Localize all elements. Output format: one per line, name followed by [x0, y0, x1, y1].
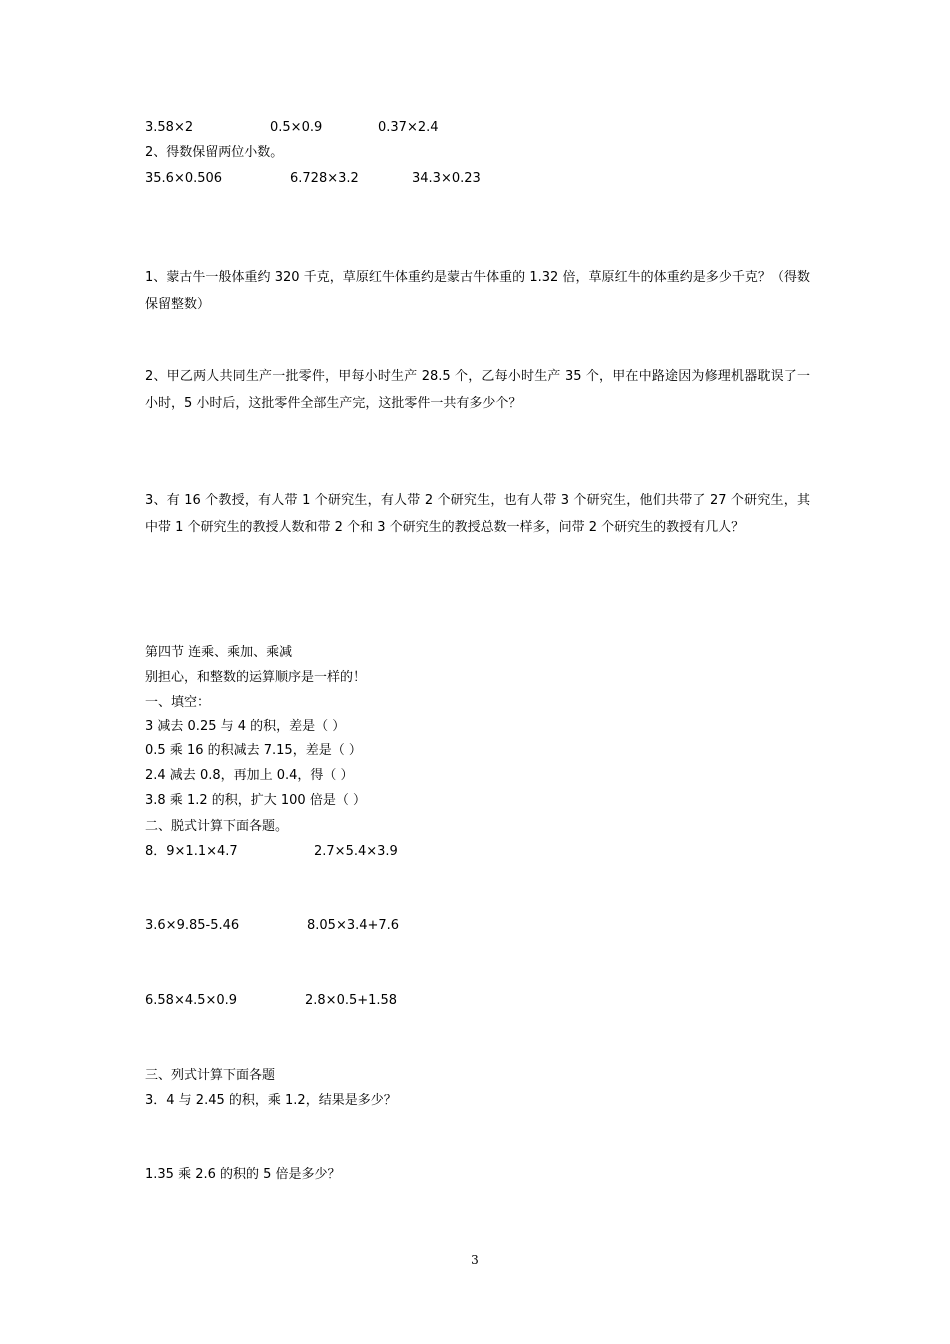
fill-item-3: 2.4 减去 0.8，再加上 0.4，得（ ） [145, 768, 354, 783]
word-item-2: 1.35 乘 2.6 的积的 5 倍是多少？ [145, 1167, 341, 1182]
calc-heading: 二、脱式计算下面各题。 [145, 819, 289, 834]
calc-expression-4: 8.05×3.4+7.6 [307, 918, 400, 933]
page-number: 3 [471, 1253, 479, 1267]
section-note: 别担心，和整数的运算顺序是一样的！ [145, 670, 367, 685]
calc-expression-5: 6.58×4.5×0.9 [145, 993, 238, 1008]
expression-3: 0.37×2.4 [378, 120, 439, 135]
fill-item-2: 0.5 乘 16 的积减去 7.15，差是（ ） [145, 743, 362, 758]
expression-4: 35.6×0.506 [145, 171, 223, 186]
expression-2: 0.5×0.9 [270, 120, 323, 135]
heading-round-two-decimals: 2、得数保留两位小数。 [145, 145, 284, 160]
calc-expression-2: 2.7×5.4×3.9 [314, 844, 398, 859]
expression-6: 34.3×0.23 [412, 171, 481, 186]
word-item-1: 3．4 与 2.45 的积，乘 1.2，结果是多少？ [145, 1093, 397, 1108]
fill-item-1: 3 减去 0.25 与 4 的积，差是（ ） [145, 719, 346, 734]
expression-1: 3.58×2 [145, 120, 194, 135]
word-heading: 三、列式计算下面各题 [145, 1068, 276, 1083]
fill-heading: 一、填空： [145, 695, 211, 710]
word-problem-1: 1、蒙古牛一般体重约 320 千克，草原红牛体重约是蒙古牛体重的 1.32 倍，草原红牛的体重约是多少千克？（得数保留整数） [145, 270, 810, 312]
calc-expression-1: 8．9×1.1×4.7 [145, 844, 238, 859]
word-problem-2: 2、甲乙两人共同生产一批零件，甲每小时生产 28.5 个，乙每小时生产 35 个，甲在中路途因为修理机器耽误了一小时，5 小时后，这批零件全部生产完，这批零件一共有多少个？ [145, 369, 810, 411]
expression-5: 6.728×3.2 [290, 171, 359, 186]
word-problem-3: 3、有 16 个教授，有人带 1 个研究生，有人带 2 个研究生，也有人带 3 个研究生，他们共带了 27 个研究生，其中带 1 个研究生的教授人数和带 2 个和 3 个研究生的教授总数一样多，问带 2 个研究生的教授有几人？ [145, 493, 810, 535]
section-title: 第四节 连乘、乘加、乘减 [145, 645, 293, 660]
fill-item-4: 3.8 乘 1.2 的积，扩大 100 倍是（ ） [145, 793, 366, 808]
calc-expression-6: 2.8×0.5+1.58 [305, 993, 398, 1008]
calc-expression-3: 3.6×9.85-5.46 [145, 918, 240, 933]
